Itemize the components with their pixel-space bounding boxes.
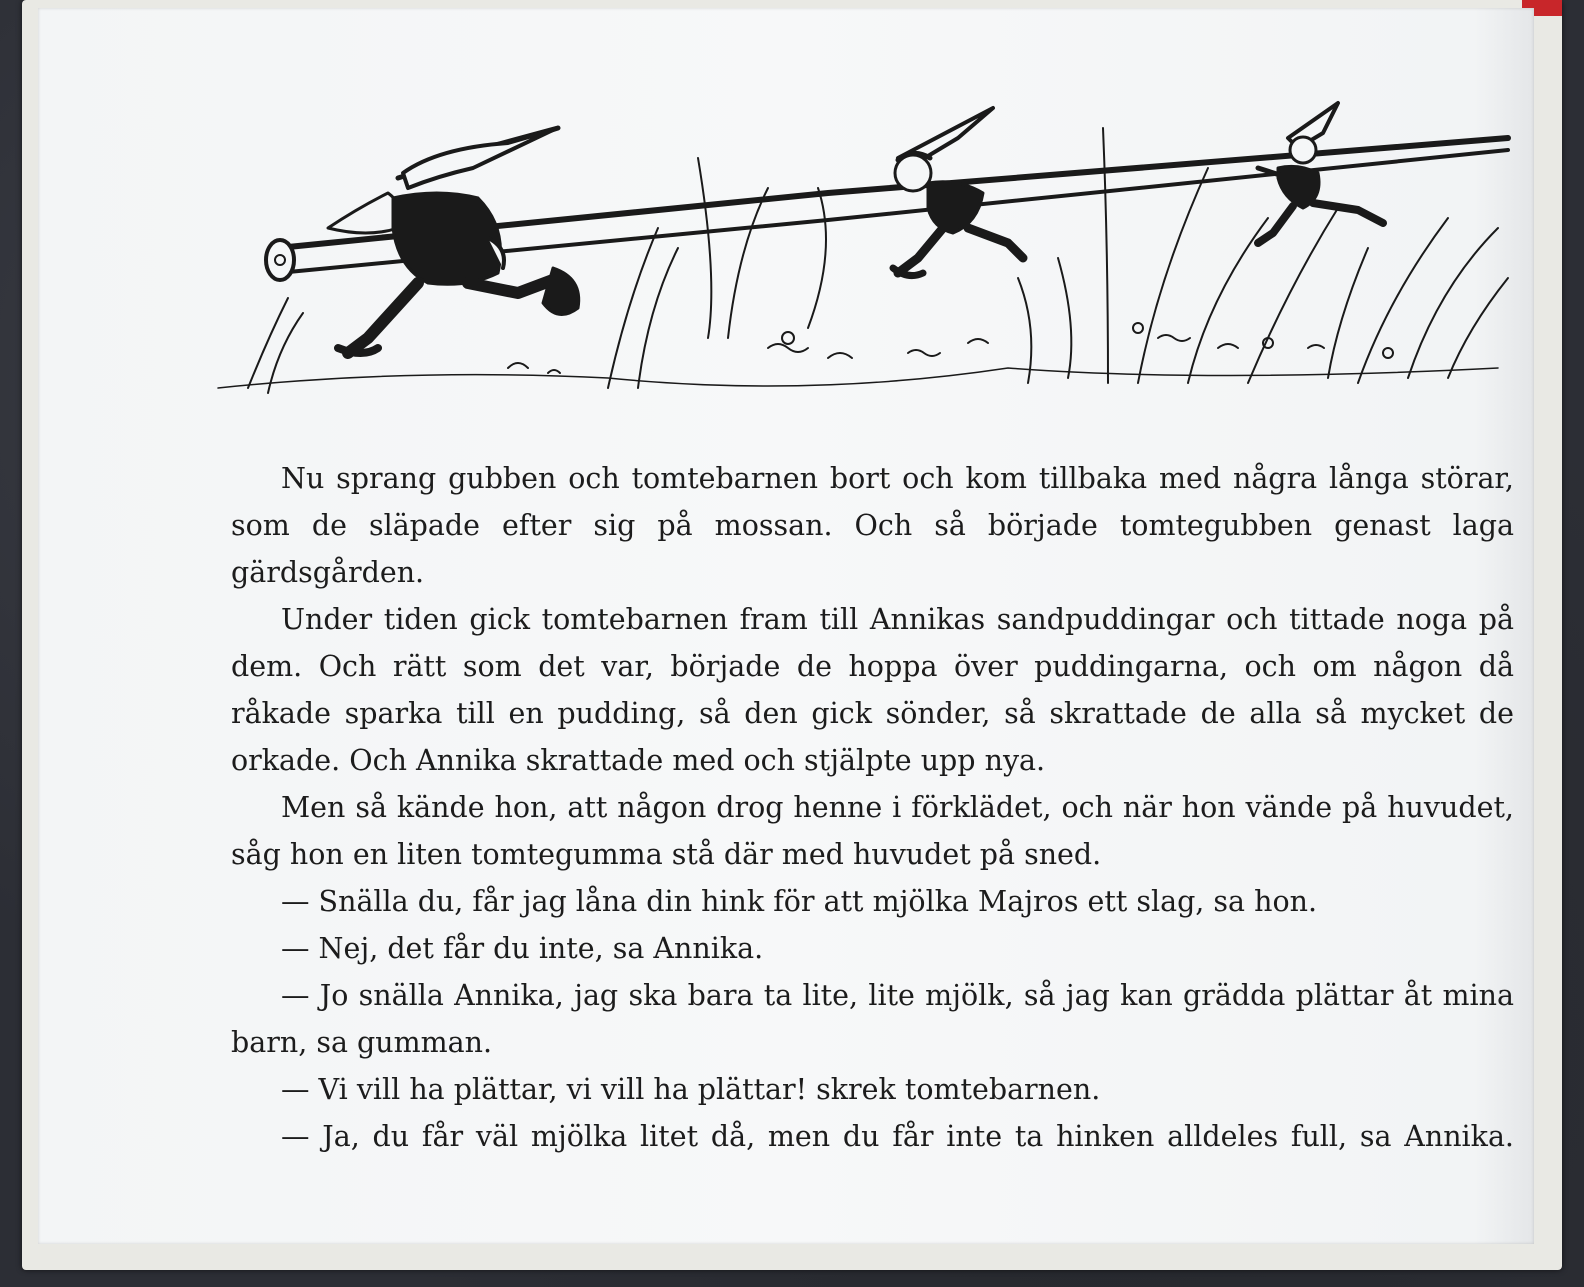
book-page — [38, 8, 1534, 1244]
paragraph: — Nej, det får du inte, sa Annika. — [281, 932, 764, 965]
paragraph: — Vi vill ha plättar, vi vill ha plättar! skrek tomtebarnen. — [281, 1073, 1101, 1106]
story-text — [231, 455, 1514, 1160]
paragraph: Under tiden gick tomtebarnen fram till Annikas sandpuddingar och tittade noga på dem. Och rätt som det var, började de hoppa över puddingarna, och om någon då råkade sparka till en pudding, så den gick sönder, så skrattade de alla så mycket de orkade. Och Annika skrattade med och stjälpte upp nya. — [231, 603, 1514, 777]
paragraph: Nu sprang gubben och tomtebarnen bort och kom tillbaka med några långa störar, som de släpade efter sig på mossan. Och så började tomtegubben genast laga gärdsgården. — [231, 462, 1514, 589]
paragraph: — Snälla du, får jag låna din hink för att mjölka Majros ett slag, sa hon. — [281, 885, 1318, 918]
paragraph: — Jo snälla Annika, jag ska bara ta lite, lite mjölk, så jag kan grädda plättar åt mina barn, sa gumman. — [231, 979, 1514, 1059]
paragraph: — Ja, du får väl mjölka litet då, men du får inte ta hinken alldeles full, sa Annika. — [281, 1120, 1514, 1153]
paragraph: Men så kände hon, att någon drog henne i förklädet, och när hon vände på huvudet, såg hon en liten tomtegumma stå där med huvudet på sned. — [231, 791, 1514, 871]
gnomes-carrying-pole-illustration — [208, 98, 1518, 408]
